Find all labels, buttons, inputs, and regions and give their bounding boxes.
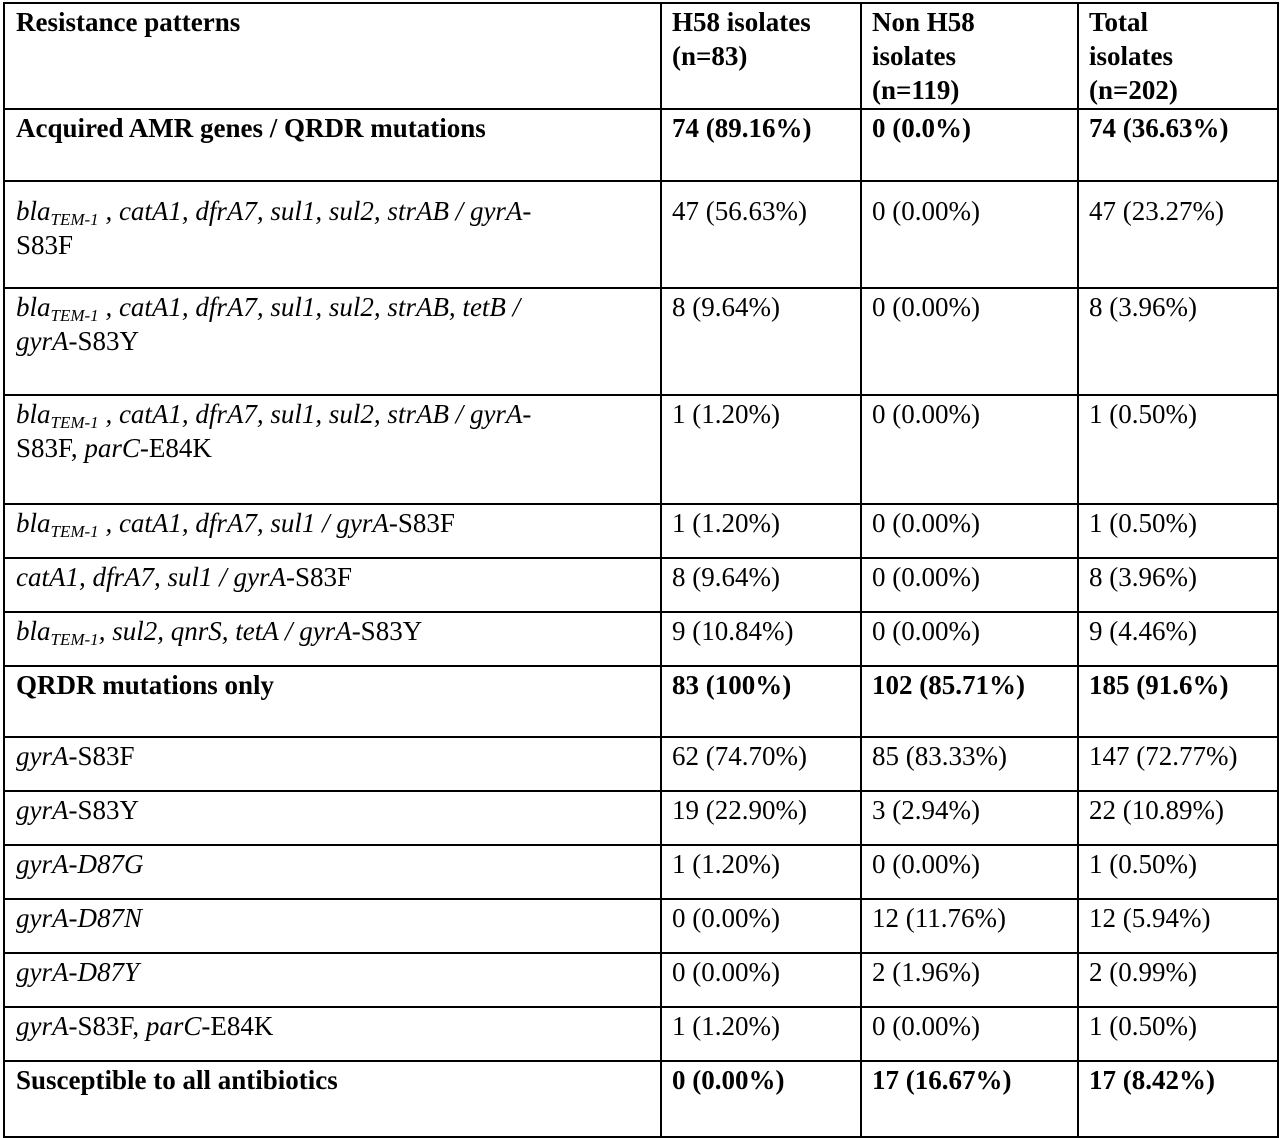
header-non-h58: Non H58 isolates (n=119) [861, 3, 1078, 109]
total-cell: 1 (0.50%) [1078, 395, 1278, 504]
non-h58-cell: 0 (0.00%) [861, 504, 1078, 558]
non-h58-cell: 0 (0.00%) [861, 612, 1078, 666]
table-row [4, 791, 1278, 845]
total-cell: 47 (23.27%) [1078, 181, 1278, 288]
non-h58-cell: 17 (16.67%) [861, 1061, 1078, 1137]
table-row [4, 558, 1278, 612]
table-row [4, 395, 1278, 504]
non-h58-cell: 102 (85.71%) [861, 666, 1078, 737]
total-cell: 185 (91.6%) [1078, 666, 1278, 737]
pattern-cell: bla$_{TEM-1}$ , catA1, dfrA7, sul1, sul2, strAB, tetB / gyrA-S83Y [4, 288, 661, 395]
header-resistance-patterns: Resistance patterns [4, 3, 661, 109]
table-row [4, 181, 1278, 288]
pattern-cell: QRDR mutations only [4, 666, 661, 737]
total-cell: 1 (0.50%) [1078, 1007, 1278, 1061]
resistance-table [3, 2, 1279, 1138]
header-total: Total isolates (n=202) [1078, 3, 1278, 109]
h58-cell: 9 (10.84%) [661, 612, 861, 666]
pattern-cell: Acquired AMR genes / QRDR mutations [4, 109, 661, 181]
non-h58-cell: 0 (0.00%) [861, 181, 1078, 288]
non-h58-cell: 0 (0.00%) [861, 288, 1078, 395]
non-h58-cell: 0 (0.00%) [861, 558, 1078, 612]
table-row [4, 1007, 1278, 1061]
pattern-cell: gyrA-S83F [4, 737, 661, 791]
pattern-cell: bla$_{TEM-1}$ , catA1, dfrA7, sul1 / gyrA-S83F [4, 504, 661, 558]
table-row [4, 845, 1278, 899]
h58-cell: 0 (0.00%) [661, 1061, 861, 1137]
non-h58-cell: 0 (0.00%) [861, 845, 1078, 899]
header-h58: H58 isolates (n=83) [661, 3, 861, 109]
total-cell: 74 (36.63%) [1078, 109, 1278, 181]
h58-cell: 19 (22.90%) [661, 791, 861, 845]
total-cell: 147 (72.77%) [1078, 737, 1278, 791]
h58-cell: 1 (1.20%) [661, 1007, 861, 1061]
h58-cell: 83 (100%) [661, 666, 861, 737]
table-row [4, 612, 1278, 666]
table-row [4, 666, 1278, 737]
table-row [4, 737, 1278, 791]
total-cell: 17 (8.42%) [1078, 1061, 1278, 1137]
table-row [4, 109, 1278, 181]
non-h58-cell: 0 (0.00%) [861, 1007, 1078, 1061]
table-row [4, 504, 1278, 558]
total-cell: 9 (4.46%) [1078, 612, 1278, 666]
non-h58-cell: 2 (1.96%) [861, 953, 1078, 1007]
total-cell: 8 (3.96%) [1078, 288, 1278, 395]
h58-cell: 0 (0.00%) [661, 899, 861, 953]
pattern-cell: gyrA-D87Y [4, 953, 661, 1007]
h58-cell: 47 (56.63%) [661, 181, 861, 288]
non-h58-cell: 12 (11.76%) [861, 899, 1078, 953]
non-h58-cell: 85 (83.33%) [861, 737, 1078, 791]
total-cell: 2 (0.99%) [1078, 953, 1278, 1007]
pattern-cell: gyrA-S83F, parC-E84K [4, 1007, 661, 1061]
table-row [4, 953, 1278, 1007]
table-row [4, 899, 1278, 953]
h58-cell: 1 (1.20%) [661, 504, 861, 558]
pattern-cell: catA1, dfrA7, sul1 / gyrA-S83F [4, 558, 661, 612]
non-h58-cell: 0 (0.00%) [861, 395, 1078, 504]
pattern-cell: bla$_{TEM-1}$ , catA1, dfrA7, sul1, sul2, strAB / gyrA- S83F, parC-E84K [4, 395, 661, 504]
pattern-cell: gyrA-S83Y [4, 791, 661, 845]
total-cell: 1 (0.50%) [1078, 504, 1278, 558]
pattern-cell: gyrA-D87N [4, 899, 661, 953]
pattern-cell: Susceptible to all antibiotics [4, 1061, 661, 1137]
total-cell: 22 (10.89%) [1078, 791, 1278, 845]
non-h58-cell: 0 (0.0%) [861, 109, 1078, 181]
pattern-cell: gyrA-D87G [4, 845, 661, 899]
h58-cell: 1 (1.20%) [661, 845, 861, 899]
header-row [4, 3, 1278, 109]
non-h58-cell: 3 (2.94%) [861, 791, 1078, 845]
h58-cell: 8 (9.64%) [661, 558, 861, 612]
h58-cell: 74 (89.16%) [661, 109, 861, 181]
total-cell: 12 (5.94%) [1078, 899, 1278, 953]
table-row [4, 1061, 1278, 1137]
h58-cell: 8 (9.64%) [661, 288, 861, 395]
table-row [4, 288, 1278, 395]
h58-cell: 1 (1.20%) [661, 395, 861, 504]
h58-cell: 62 (74.70%) [661, 737, 861, 791]
pattern-cell: bla$_{TEM-1}$, sul2, qnrS, tetA / gyrA-S83Y [4, 612, 661, 666]
pattern-cell: bla$_{TEM-1}$ , catA1, dfrA7, sul1, sul2, strAB / gyrA- S83F [4, 181, 661, 288]
h58-cell: 0 (0.00%) [661, 953, 861, 1007]
total-cell: 8 (3.96%) [1078, 558, 1278, 612]
total-cell: 1 (0.50%) [1078, 845, 1278, 899]
